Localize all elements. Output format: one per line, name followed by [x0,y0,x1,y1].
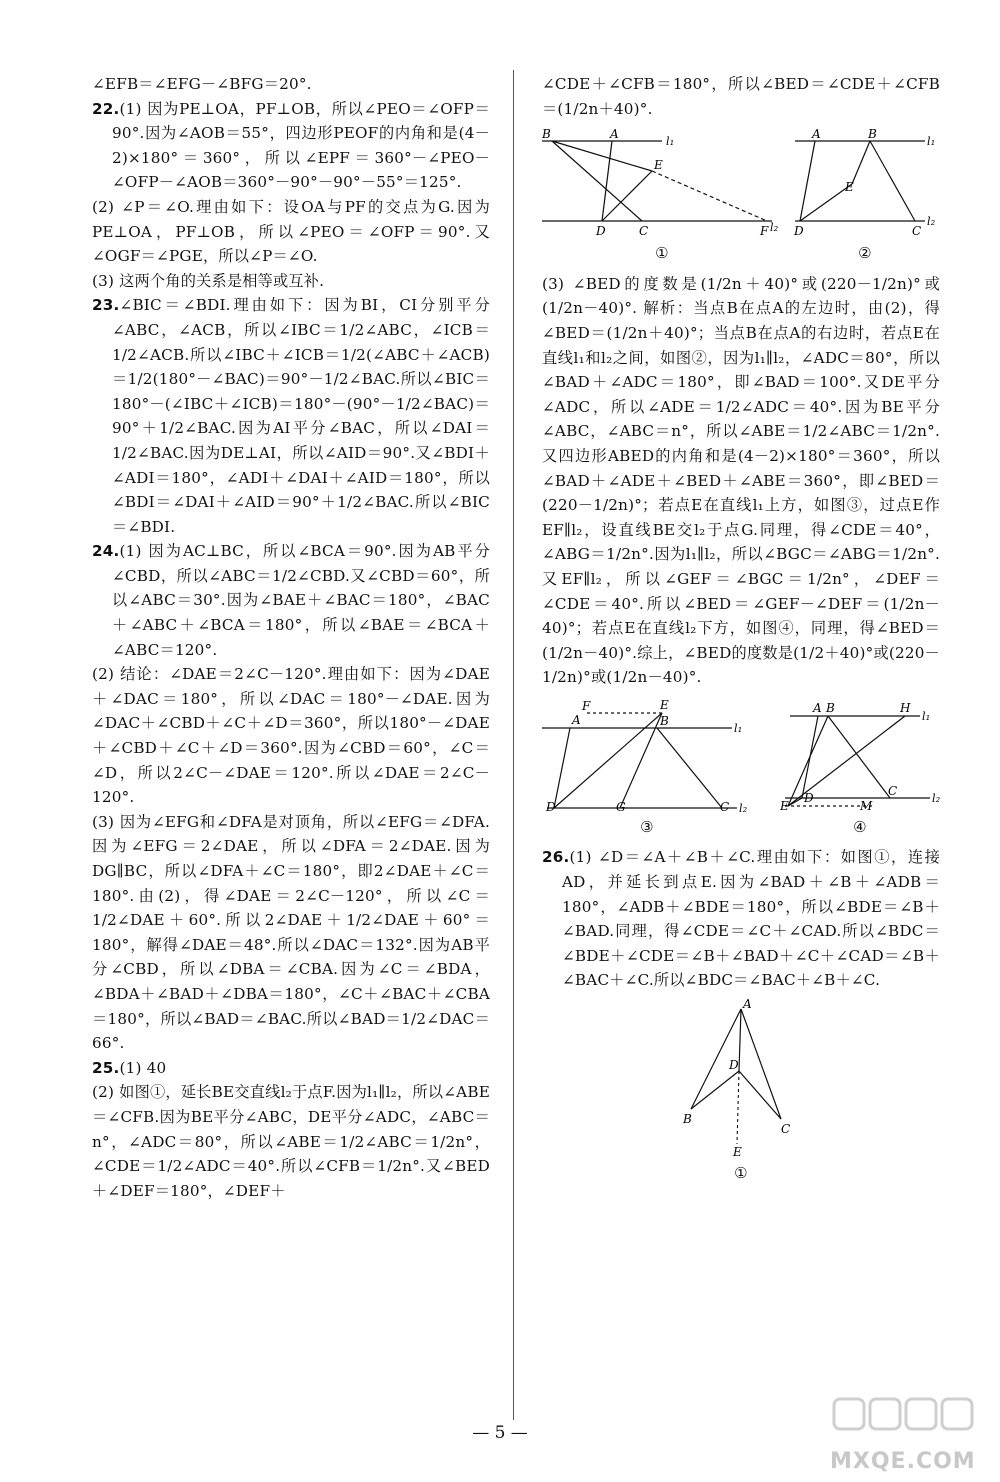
label-b: B [683,1112,693,1127]
page-number: — 5 — [472,1423,528,1443]
figure-3 [542,698,752,840]
label-d: D [546,799,556,813]
answer-text: (1) 因为PE⊥OA，PF⊥OB，所以∠PEO＝∠OFP＝90°.因为∠AOB＝55°，四边形PEOF的内角和是(4－2)×180°＝360°，所以∠EPF＝360°－∠PEO－∠OFP－∠AOB＝360°－90°－90°－55°＝125°. [112,99,490,192]
figure-2 [790,129,940,266]
geometry-figure-4 [780,698,940,813]
figure-caption: ③ [640,817,654,836]
figure-caption: ① [734,1164,748,1183]
text-line: (3) 因为∠EFG和∠DFA是对顶角，所以∠EFG＝∠DFA.因为∠EFG＝2∠DAE，所以∠DFA＝2∠DAE.因为DG∥BC，所以∠DFA＋∠C＝180°，即2∠DAE＋∠C＝180°.由(2)，得∠DAE＝2∠C－120°，所以∠C＝1/2∠DAE＋60°.所以2∠DAE＋1/2∠DAE＋60°＝180°，解得∠DAE＝48°.所以∠DAC＝132°.因为AB平分∠CBD，所以∠DBA＝∠CBA.因为∠C＝∠BDA，∠BDA＋∠BAD＋∠DBA＝180°，∠C＋∠BAC＋∠CBA＝180°，所以∠BAD＝∠BAC.所以∠BAD＝1/2∠DAC＝66°. [92,812,490,1053]
label-d: D [729,1058,739,1073]
right-column [542,72,940,1186]
label-l1: l₁ [666,135,675,149]
label-a: A [813,700,822,715]
label-c: C [720,799,730,813]
label-d: D [794,224,804,239]
problem-number: 24. [92,542,120,561]
text-line: (3) 这两个角的关系是相等或互补. [92,271,325,290]
column-divider [513,70,514,1420]
label-e: E [660,697,669,712]
label-a: A [572,712,581,727]
problem-22 [92,97,490,195]
label-l2: l₂ [739,801,748,813]
label-e: E [780,798,789,813]
answer-text: (1) ∠D＝∠A＋∠B＋∠C.理由如下：如图①，连接AD，并延长到点E.因为∠BAD＋∠B＋∠ADB＝180°，∠ADB＋∠BDE＝180°，所以∠BDE＝∠B＋∠BAD.同理，得∠CDE＝∠C＋∠CAD.所以∠BDC＝∠BDE＋∠CDE＝∠B＋∠BAD＋∠C＋∠CAD＝∠B＋∠BAC＋∠C.所以∠BDC＝∠BAC＋∠B＋∠C. [562,848,940,990]
label-b: B [660,713,670,728]
text-line: (3) ∠BED的度数是(1/2n＋40)°或(220－1/2n)°或(1/2n－40)°. 解析：当点B在点A的左边时，由(2)，得∠BED＝(1/2n＋40)°；当点B在点A的右边时，若点E在直线l₁和l₂之间，如图②，因为l₁∥l₂，∠ADC＝80°，所以∠BAD＋∠ADC＝180°，即∠BAD＝100°.又DE平分∠ADC，所以∠ADE＝1/2∠ADC＝40°.因为BE平分∠ABC，∠ABC＝n°，所以∠ABE＝1/2∠ABC＝1/2n°.又四边形ABED的内角和是(4－2)×180°＝360°，所以∠BAD＋∠ADE＋∠BED＋∠ABE＝360°，即∠BED＝(220－1/2n)°；若点E在直线l₁上方，如图③，过点E作EF∥l₂，设直线BE交l₂于点G.同理，得∠CDE＝40°，∠ABG＝1/2n°.因为l₁∥l₂，所以∠BGC＝∠ABG＝1/2n°.又EF∥l₂，所以∠GEF＝∠BGC＝1/2n°，∠DEF＝∠CDE＝40°.所以∠BED＝∠GEF－∠DEF＝(1/2n－40)°；若点E在直线l₂下方，如图④，同理，得∠BED＝(1/2n－40)°.综上，∠BED的度数是(1/2＋40)°或(220－1/2n)°或(1/2n－40)°. [542,274,940,687]
figure-caption: ① [655,244,669,263]
label-a: A [812,129,821,142]
label-c: C [888,783,898,798]
text-line: ∠EFB＝∠EFG－∠BFG＝20°. [92,75,312,93]
label-b: B [542,129,552,142]
label-l1: l₁ [922,709,931,723]
figure-1 [542,129,782,266]
figure-caption: ④ [853,817,867,836]
label-l1: l₁ [734,721,743,735]
watermark-text: MXQE.COM [830,1449,976,1474]
text-line: (2) ∠P＝∠O.理由如下：设OA与PF的交点为G.因为PE⊥OA，PF⊥OB，所以∠PEO＝∠OFP＝90°.又∠OGF＝∠PGE，所以∠P＝∠O. [92,197,490,266]
label-c: C [912,224,922,239]
label-e: E [845,180,854,195]
label-a: A [610,129,619,142]
text-line: (2) 如图①，延长BE交直线l₂于点F.因为l₁∥l₂，所以∠ABE＝∠CFB.因为BE平分∠ABC，DE平分∠ADC，∠ABC＝n°，∠ADC＝80°，所以∠ABE＝1/2∠ABC＝1/2n°，∠CDE＝1/2∠ADC＝40°.所以∠CFB＝1/2n°.又∠BED＋∠DEF＝180°，∠DEF＋ [92,1083,490,1200]
label-e: E [733,1145,742,1160]
problem-26 [542,845,940,993]
figure-row-1 [542,129,940,266]
label-h: H [900,700,911,715]
problem-23 [92,293,490,539]
problem-number: 26. [542,848,570,867]
label-b: B [826,700,836,715]
problem-number: 23. [92,296,120,315]
label-l2: l₂ [927,215,936,229]
label-d: D [596,224,606,239]
left-column [92,72,490,1203]
label-l2: l₂ [932,791,940,805]
label-c: C [639,224,649,239]
label-g: G [616,799,626,813]
text-line: (2) 结论：∠DAE＝2∠C－120°.理由如下：因为∠DAE＋∠DAC＝180°，所以∠DAC＝180°－∠DAE.因为∠DAC＋∠CBD＋∠C＋∠D＝360°，所以180°－∠DAE＋∠CBD＋∠C＋∠D＝360°.因为∠CBD＝60°，∠C＝∠D，所以2∠C－∠DAE＝120°.所以∠DAE＝2∠C－120°. [92,665,490,807]
problem-number: 25. [92,1058,120,1077]
watermark-logo [830,1395,980,1475]
label-e: E [654,158,663,173]
label-c: C [781,1122,791,1137]
label-f: F [582,698,591,713]
geometry-figure-1 [542,129,782,239]
answer-text: ∠BIC＝∠BDI.理由如下：因为BI，CI分别平分∠ABC，∠ACB，所以∠IBC＝1/2∠ABC，∠ICB＝1/2∠ACB.所以∠IBC＋∠ICB＝1/2(∠ABC＋∠ACB)＝1/2(180°－∠BAC)＝90°－1/2∠BAC.所以∠BIC＝180°－(∠IBC＋∠ICB)＝180°－(90°－1/2∠BAC)＝90°＋1/2∠BAC.因为AI平分∠BAC，所以∠DAI＝1/2∠BAC.因为DE⊥AI，所以∠AID＝90°.又∠BDI＋∠ADI＝180°，∠ADI＋∠DAI＋∠AID＝180°，所以∠BDI＝∠DAI＋∠AID＝90°＋1/2∠BAC.所以∠BIC＝∠BDI. [112,296,490,536]
geometry-figure-3 [542,698,752,813]
label-d: D [804,790,814,805]
text-line: ∠CDE＋∠CFB＝180°，所以∠BED＝∠CDE＋∠CFB＝(1/2n＋40)°. [542,75,940,118]
answer-text: (1) 40 [119,1058,167,1077]
figure-row-2 [542,698,940,840]
label-m: M [860,798,873,813]
watermark-icon [830,1395,980,1445]
problem-24 [92,539,490,662]
problem-number: 22. [92,99,120,118]
figure-4 [780,698,940,840]
label-f: F [760,224,769,239]
label-l2: l₂ [770,221,779,235]
label-l1: l₁ [927,135,936,149]
answer-text: (1) 因为AC⊥BC，所以∠BCA＝90°.因为AB平分∠CBD，所以∠ABC＝1/2∠CBD.又∠CBD＝60°，所以∠ABC＝30°.因为∠BAE＋∠BAC＝180°，∠BAC＋∠ABC＋∠BCA＝180°，所以∠BAE＝∠BCA＋∠ABC＝120°. [112,542,490,659]
problem-25 [92,1056,490,1081]
label-a: A [743,999,752,1012]
figure-26 [542,999,940,1186]
geometry-figure-26 [681,999,801,1159]
label-b: B [868,129,878,142]
figure-caption: ② [858,244,872,263]
geometry-figure-2 [790,129,940,239]
